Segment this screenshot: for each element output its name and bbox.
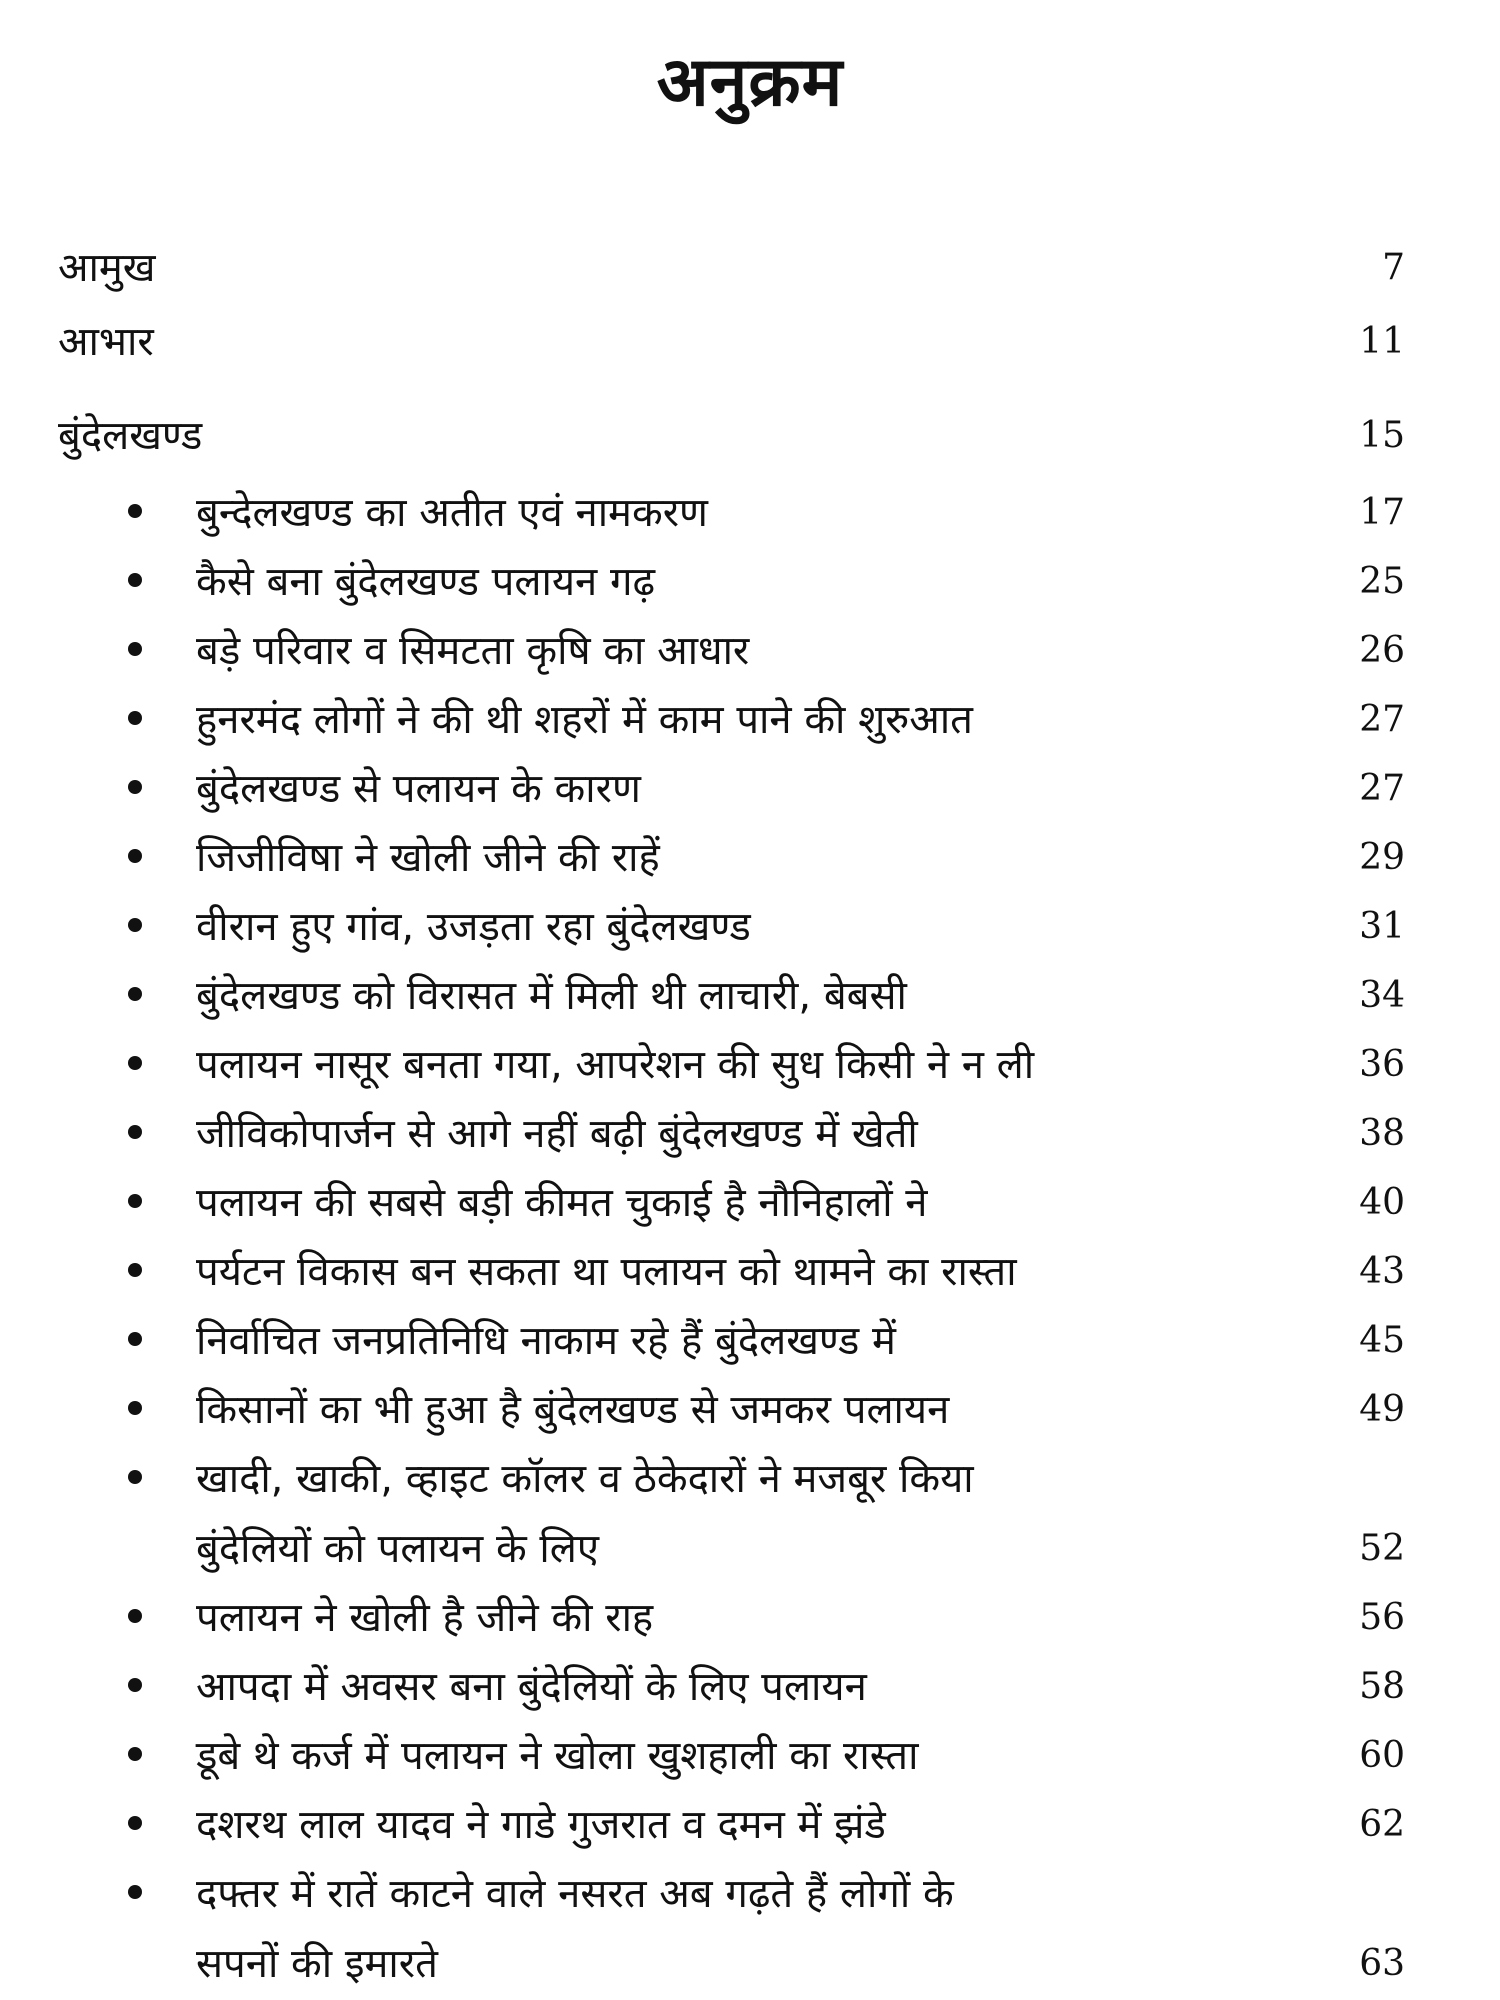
entry-label: जिजीविषा ने खोली जीने की राहें xyxy=(196,835,660,881)
bullet-icon xyxy=(128,1125,142,1139)
entry-label: दफ्तर में रातें काटने वाले नसरत अब गढ़ते हैं लोगों के xyxy=(196,1871,954,1917)
entry-label: निर्वाचित जनप्रतिनिधि नाकाम रहे हैं बुंदेलखण्ड में xyxy=(196,1318,896,1364)
entry-label: बुंदेलखण्ड को विरासत में मिली थी लाचारी, बेबसी xyxy=(196,973,907,1019)
bullet-icon xyxy=(128,849,142,863)
entry-label: आभार xyxy=(58,319,154,365)
toc-item xyxy=(0,1379,1500,1441)
toc-item xyxy=(0,1448,1500,1580)
toc-item xyxy=(0,1725,1500,1787)
entry-label-continued: बुंदेलियों को पलायन के लिए xyxy=(196,1526,599,1572)
entry-page-number: 27 xyxy=(1359,699,1405,740)
toc-item xyxy=(0,827,1500,889)
toc-item xyxy=(0,689,1500,751)
toc-item xyxy=(0,620,1500,682)
toc-item xyxy=(0,758,1500,820)
toc-item xyxy=(0,1863,1500,1995)
entry-label: पलायन की सबसे बड़ी कीमत चुकाई है नौनिहालों ने xyxy=(196,1180,928,1226)
entry-label: खादी, खाकी, व्हाइट कॉलर व ठेकेदारों ने मजबूर किया xyxy=(196,1456,974,1502)
toc-item xyxy=(0,482,1500,544)
toc-entry-section-bundelkhand xyxy=(0,405,1500,467)
entry-page-number: 31 xyxy=(1359,906,1405,947)
toc-item xyxy=(0,1172,1500,1234)
toc-item xyxy=(0,1241,1500,1303)
entry-page-number: 52 xyxy=(1359,1528,1405,1569)
toc-item xyxy=(0,1034,1500,1096)
toc-item xyxy=(0,1656,1500,1718)
entry-label-continued: सपनों की इमारते xyxy=(196,1941,438,1987)
entry-label: पलायन ने खोली है जीने की राह xyxy=(196,1595,654,1641)
bullet-icon xyxy=(128,1747,142,1761)
entry-label: बुन्देलखण्ड का अतीत एवं नामकरण xyxy=(196,490,708,536)
bullet-icon xyxy=(128,504,142,518)
toc-item xyxy=(0,965,1500,1027)
entry-page-number: 60 xyxy=(1359,1735,1405,1776)
entry-label: दशरथ लाल यादव ने गाडे गुजरात व दमन में झंडे xyxy=(196,1802,886,1848)
entry-page-number: 27 xyxy=(1359,768,1405,809)
bullet-icon xyxy=(128,1194,142,1208)
entry-page-number: 15 xyxy=(1359,415,1405,456)
entry-page-number: 62 xyxy=(1359,1804,1405,1845)
bullet-icon xyxy=(128,1678,142,1692)
entry-label: डूबे थे कर्ज में पलायन ने खोला खुशहाली का रास्ता xyxy=(196,1733,919,1779)
entry-page-number: 29 xyxy=(1359,837,1405,878)
entry-label: वीरान हुए गांव, उजड़ता रहा बुंदेलखण्ड xyxy=(196,904,751,950)
bullet-icon xyxy=(128,1263,142,1277)
entry-label: आपदा में अवसर बना बुंदेलियों के लिए पलायन xyxy=(196,1664,867,1710)
entry-label: किसानों का भी हुआ है बुंदेलखण्ड से जमकर पलायन xyxy=(196,1387,950,1433)
page-title: अनुक्रम xyxy=(656,43,844,122)
bullet-icon xyxy=(128,711,142,725)
bullet-icon xyxy=(128,1609,142,1623)
bullet-icon xyxy=(128,987,142,1001)
entry-label: बड़े परिवार व सिमटता कृषि का आधार xyxy=(196,628,750,674)
entry-label: बुंदेलखण्ड से पलायन के कारण xyxy=(196,766,641,812)
entry-page-number: 58 xyxy=(1359,1666,1405,1707)
entry-label: कैसे बना बुंदेलखण्ड पलायन गढ़ xyxy=(196,559,655,605)
toc-item xyxy=(0,551,1500,613)
bullet-icon xyxy=(128,1056,142,1070)
entry-label: जीविकोपार्जन से आगे नहीं बढ़ी बुंदेलखण्ड में खेती xyxy=(196,1111,918,1157)
toc-item xyxy=(0,896,1500,958)
entry-label: हुनरमंद लोगों ने की थी शहरों में काम पाने की शुरुआत xyxy=(196,697,973,743)
entry-label: पलायन नासूर बनता गया, आपरेशन की सुध किसी ने न ली xyxy=(196,1042,1035,1088)
entry-page-number: 38 xyxy=(1359,1113,1405,1154)
bullet-icon xyxy=(128,918,142,932)
bullet-icon xyxy=(128,1470,142,1484)
entry-label: पर्यटन विकास बन सकता था पलायन को थामने का रास्ता xyxy=(196,1249,1017,1295)
entry-label: बुंदेलखण्ड xyxy=(58,413,203,459)
entry-page-number: 17 xyxy=(1359,492,1405,533)
toc-item xyxy=(0,1794,1500,1856)
bullet-icon xyxy=(128,1816,142,1830)
bullet-icon xyxy=(128,642,142,656)
entry-page-number: 7 xyxy=(1382,247,1405,288)
entry-page-number: 36 xyxy=(1359,1044,1405,1085)
toc-entry-foreword xyxy=(0,237,1500,299)
entry-page-number: 56 xyxy=(1359,1597,1405,1638)
entry-label: आमुख xyxy=(58,245,156,291)
toc-entry-acknowledgement xyxy=(0,311,1500,373)
entry-page-number: 49 xyxy=(1359,1389,1405,1430)
bullet-icon xyxy=(128,1401,142,1415)
toc-item xyxy=(0,1310,1500,1372)
toc-item xyxy=(0,1103,1500,1165)
bullet-icon xyxy=(128,1885,142,1899)
bullet-icon xyxy=(128,1332,142,1346)
entry-page-number: 11 xyxy=(1359,321,1405,362)
entry-page-number: 45 xyxy=(1359,1320,1405,1361)
entry-page-number: 26 xyxy=(1359,630,1405,671)
bullet-icon xyxy=(128,573,142,587)
entry-page-number: 43 xyxy=(1359,1251,1405,1292)
entry-page-number: 40 xyxy=(1359,1182,1405,1223)
entry-page-number: 25 xyxy=(1359,561,1405,602)
bullet-icon xyxy=(128,780,142,794)
entry-page-number: 34 xyxy=(1359,975,1405,1016)
toc-item xyxy=(0,1587,1500,1649)
entry-page-number: 63 xyxy=(1359,1943,1405,1984)
